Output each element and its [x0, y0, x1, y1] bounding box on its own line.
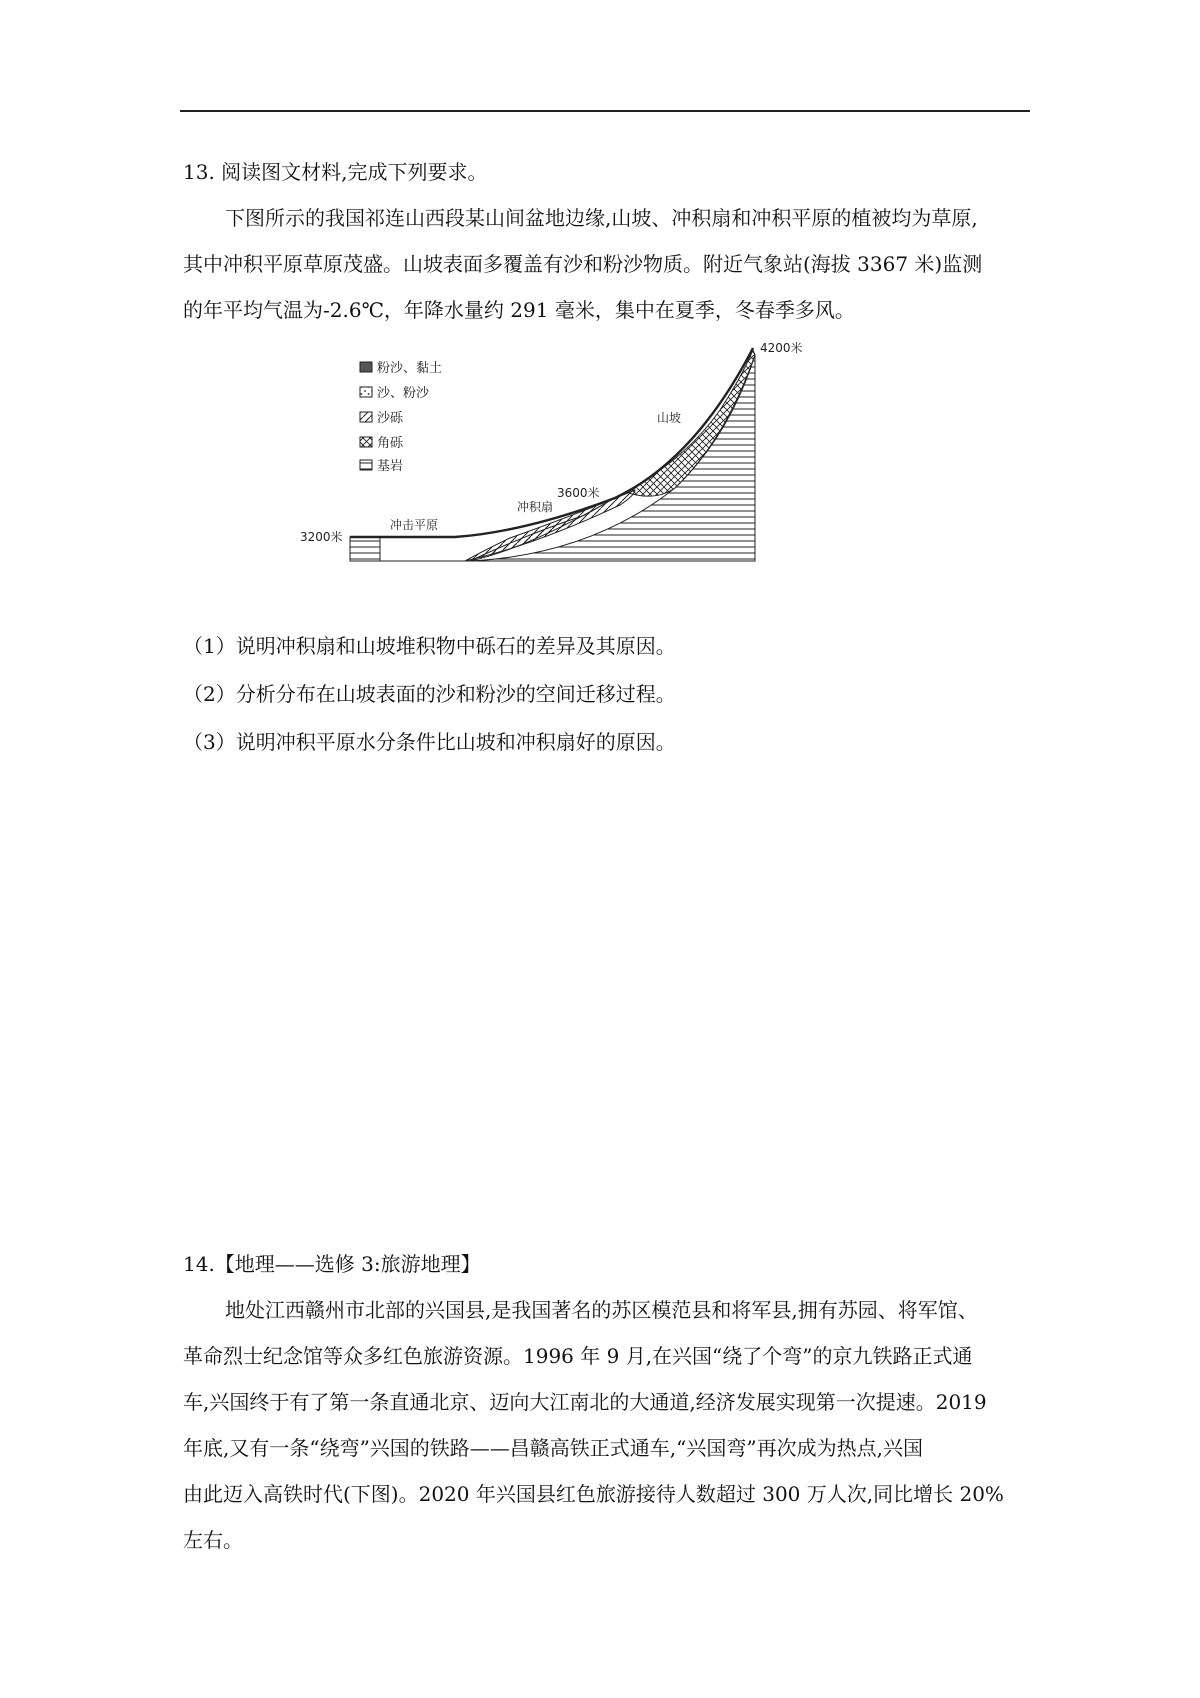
q13-para-line-1: 下图所示的我国祁连山西段某山间盆地边缘,山坡、冲积扇和冲积平原的植被均为草原, — [225, 206, 978, 230]
legend-bedrock: 基岩 — [377, 459, 404, 474]
q14-para-line-4: 年底,又有一条“绕弯”兴国的铁路——昌赣高铁正式通车,“兴国弯”再次成为热点,兴国 — [183, 1436, 923, 1460]
label-fan: 冲积扇 — [517, 500, 554, 514]
figure-legend — [360, 360, 442, 474]
q14-para-line-5: 由此迈入高铁时代(下图)。2020 年兴国县红色旅游接待人数超过 300 万人次,同比增长 20% — [183, 1482, 1004, 1506]
legend-sand-silt: 沙、粉沙 — [377, 386, 430, 401]
label-slope: 山坡 — [657, 411, 682, 425]
label-top-elevation: 4200米 — [760, 341, 803, 355]
label-mid-elevation: 3600米 — [557, 486, 600, 500]
q13-question-1: （1）说明冲积扇和山坡堆积物中砾石的差异及其原因。 — [183, 634, 676, 658]
q13-para-line-3: 的年平均气温为-2.6℃，年降水量约 291 毫米，集中在夏季，冬春季多风。 — [183, 298, 855, 322]
q14-heading: 14.【地理——选修 3:旅游地理】 — [183, 1252, 481, 1276]
cross-section-figure — [300, 340, 855, 615]
q14-para-line-3: 车,兴国终于有了第一条直通北京、迈向大江南北的大通道,经济发展实现第一次提速。2019 — [183, 1390, 987, 1414]
q14-para-line-2: 革命烈士纪念馆等众多红色旅游资源。1996 年 9 月,在兴国“绕了个弯”的京九铁路正式通 — [183, 1344, 973, 1368]
label-base-elevation: 3200米 — [300, 530, 343, 544]
q13-para-line-2: 其中冲积平原草原茂盛。山坡表面多覆盖有沙和粉沙物质。附近气象站(海拔 3367 米)监测 — [183, 252, 983, 276]
legend-sandy-gravel: 沙砾 — [377, 411, 404, 426]
q13-question-3: （3）说明冲积平原水分条件比山坡和冲积扇好的原因。 — [183, 730, 676, 754]
cross-section-diagram — [300, 340, 855, 615]
legend-silt-clay: 粉沙、黏土 — [377, 361, 443, 376]
header-rule — [180, 110, 1030, 112]
q13-question-2: （2）分析分布在山坡表面的沙和粉沙的空间迁移过程。 — [183, 682, 676, 706]
q14-para-line-1: 地处江西赣州市北部的兴国县,是我国著名的苏区模范县和将军县,拥有苏园、将军馆、 — [225, 1298, 978, 1322]
q13-heading: 13. 阅读图文材料,完成下列要求。 — [183, 160, 488, 184]
q14-para-line-6: 左右。 — [183, 1528, 243, 1552]
legend-breccia: 角砾 — [377, 436, 404, 451]
label-plain: 冲击平原 — [390, 518, 439, 532]
